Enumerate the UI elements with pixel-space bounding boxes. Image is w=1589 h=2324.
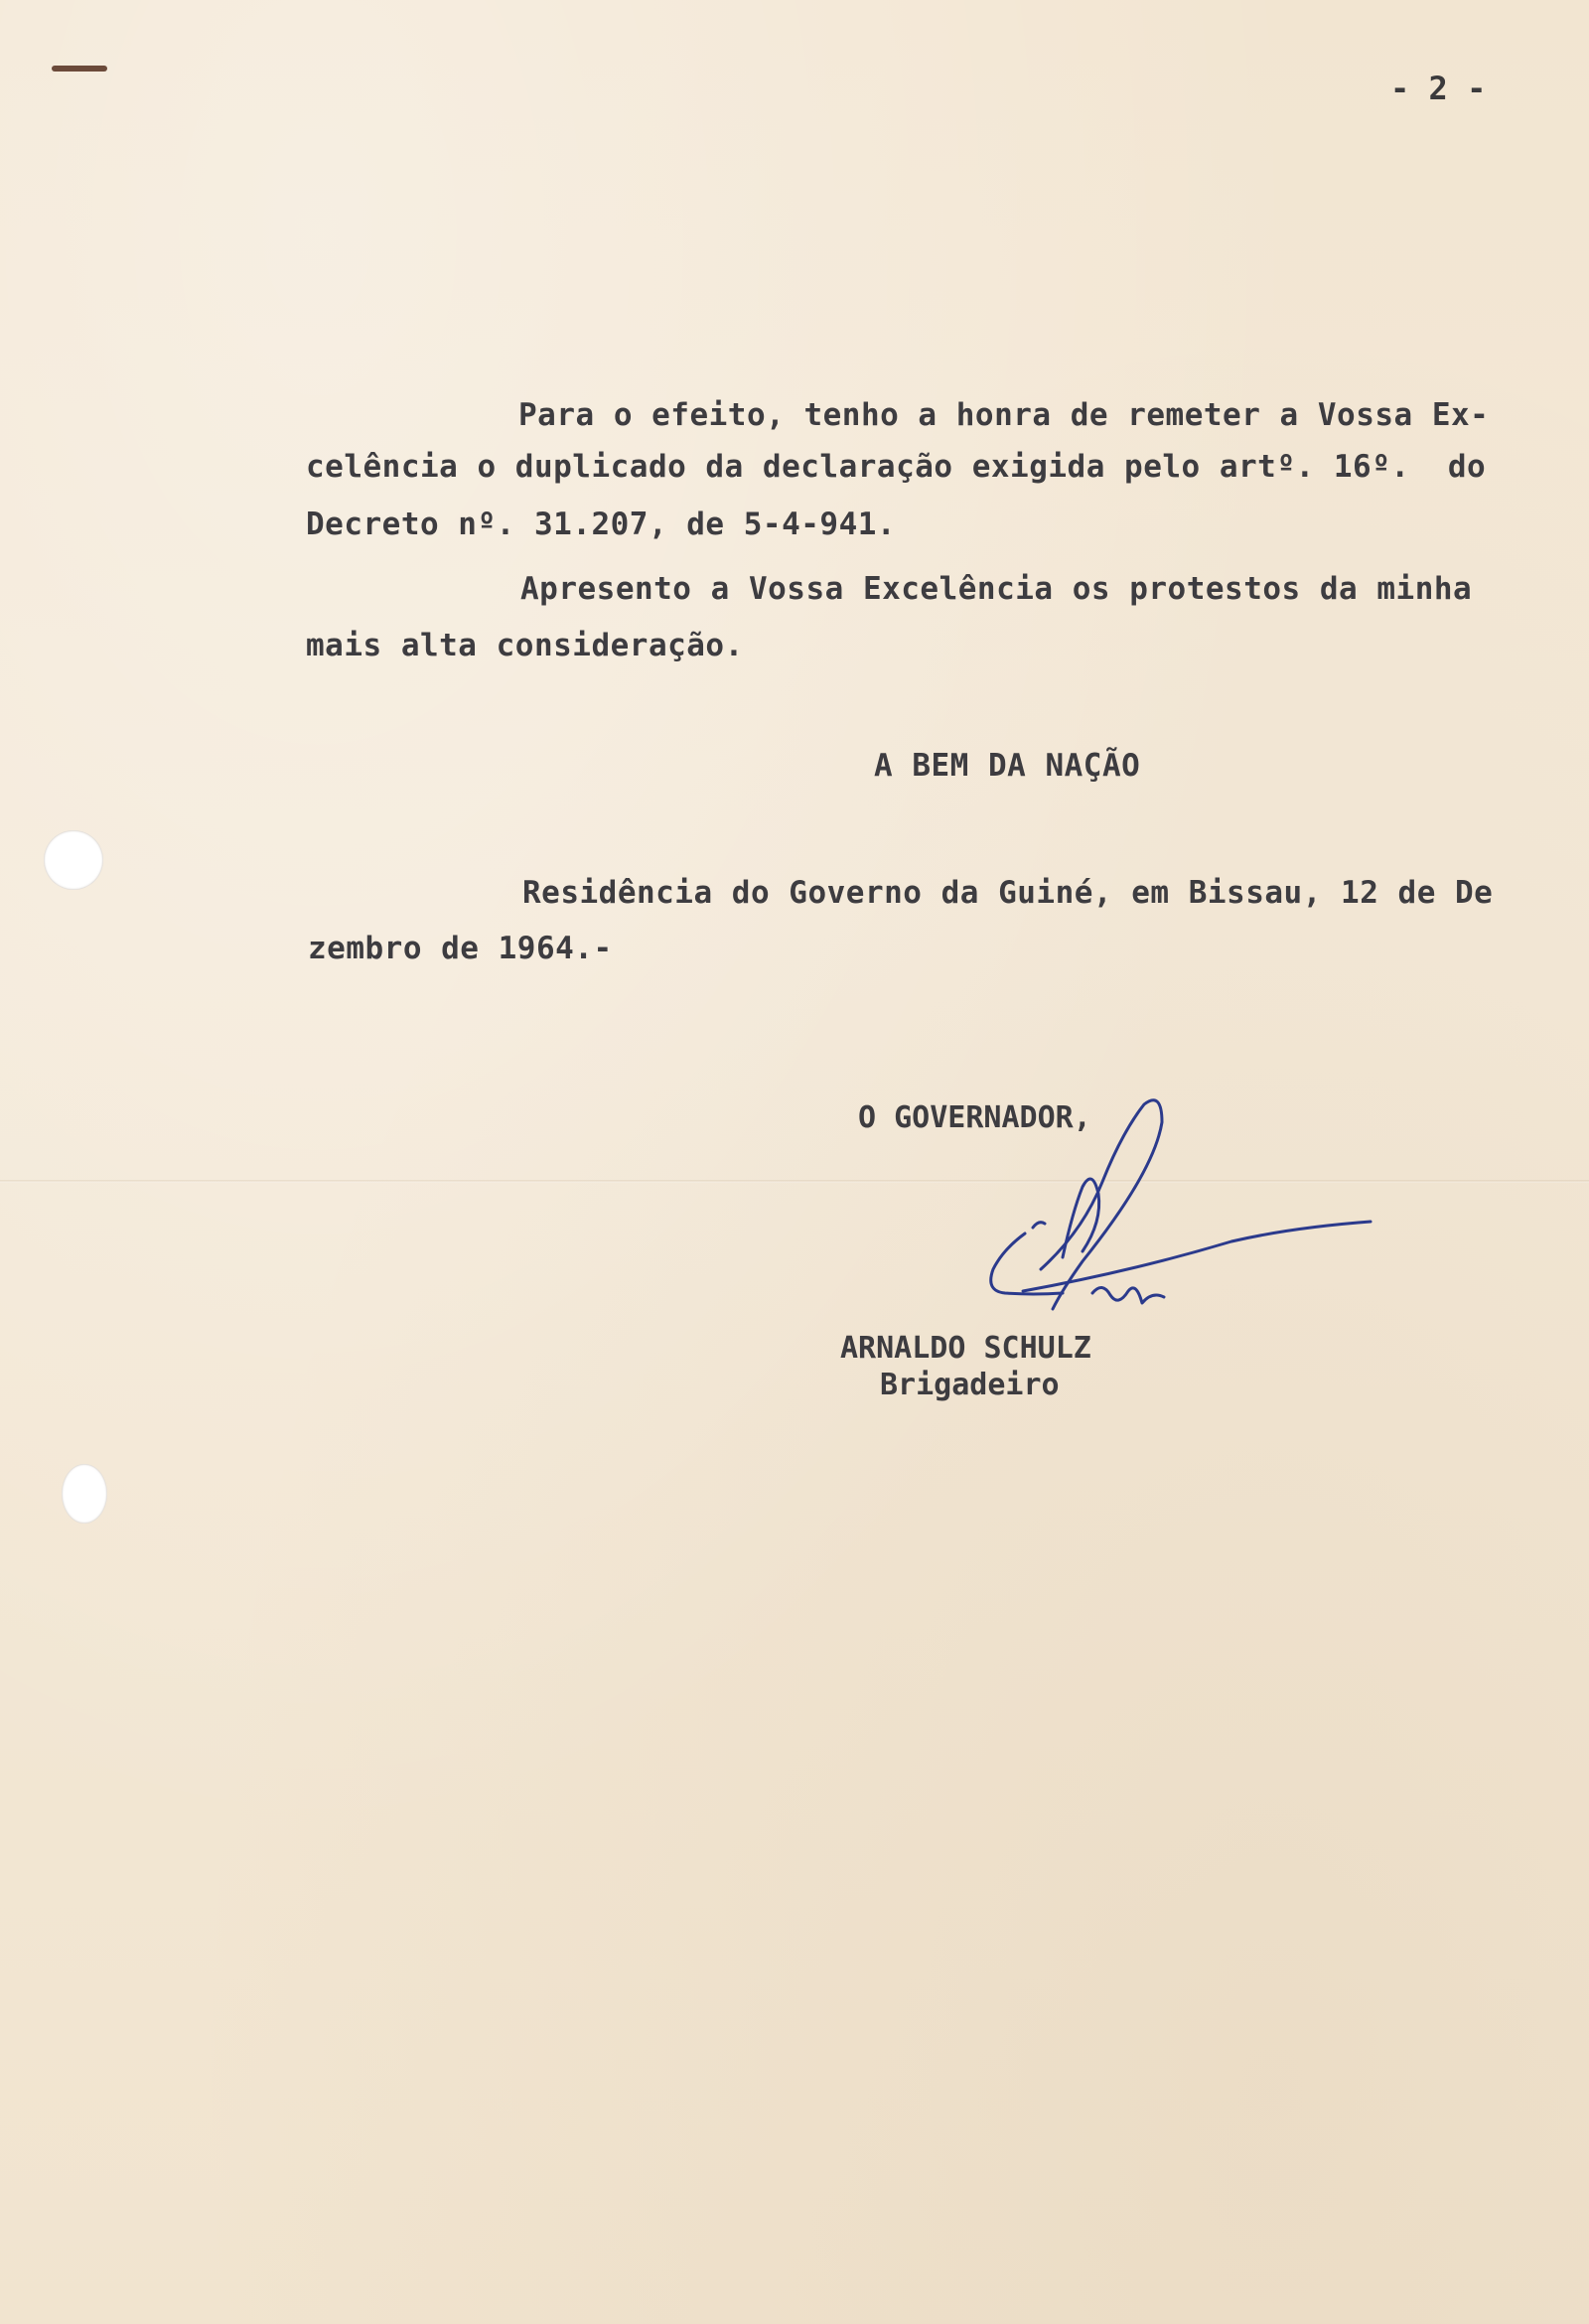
paragraph-1-line-3: Decreto nº. 31.207, de 5-4-941.: [306, 507, 897, 542]
paragraph-1-line-2: celência o duplicado da declaração exigida pelo artº. 16º. do: [306, 449, 1487, 485]
signatory-name: ARNALDO SCHULZ: [840, 1331, 1091, 1366]
paragraph-1-line-1: Para o efeito, tenho a honra de remeter a Vossa Ex-: [518, 397, 1490, 433]
punch-hole-upper: [44, 830, 103, 890]
handwritten-signature: [934, 1083, 1390, 1351]
page-number: - 2 -: [1390, 70, 1487, 107]
paragraph-2-line-2: mais alta consideração.: [306, 628, 744, 663]
closing-title: O GOVERNADOR,: [858, 1100, 1091, 1135]
signatory-rank: Brigadeiro: [880, 1368, 1060, 1402]
place-date-line-1: Residência do Governo da Guiné, em Bissau, 12 de De: [522, 875, 1494, 911]
motto: A BEM DA NAÇÃO: [874, 748, 1141, 784]
rust-mark: [52, 66, 107, 72]
place-date-line-2: zembro de 1964.-: [308, 931, 613, 966]
punch-hole-lower: [62, 1464, 107, 1524]
paragraph-2-line-1: Apresento a Vossa Excelência os protestos da minha: [520, 571, 1473, 607]
